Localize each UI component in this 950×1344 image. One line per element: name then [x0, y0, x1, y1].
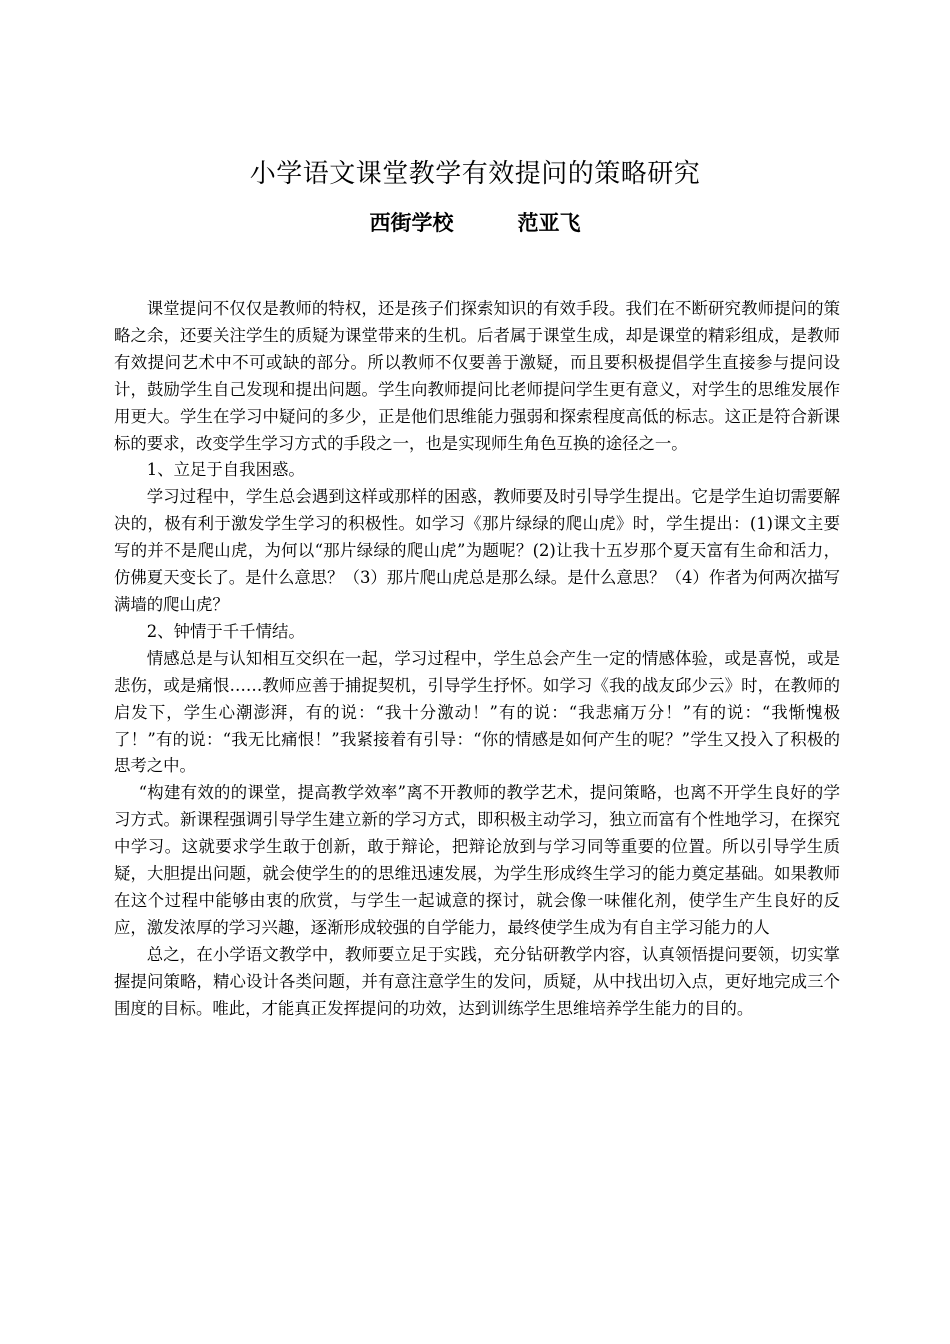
byline-author: 范亚飞: [517, 211, 581, 235]
paragraph-effective-classroom: “构建有效的的课堂，提高教学效率”离不开教师的教学艺术，提问策略，也离不开学生良好的学习方式。新课程强调引导学生建立新的学习方式，即积极主动学习，独立而富有个性地学习，在探究中学习。这就要求学生敢于创新，敢于辩论，把辩论放到与学习同等重要的位置。所以引导学生质疑，大胆提出问题，就会使学生的的思维迅速发展，为学生形成终生学习的能力奠定基础。如果教师在这个过程中能够由衷的欣赏，与学生一起诚意的探讨，就会像一味催化剂，使学生产生良好的反应，激发浓厚的学习兴趣，逐渐形成较强的自学能力，最终使学生成为有自主学习能力的人: [114, 783, 840, 937]
document-body: [114, 296, 840, 1022]
section-heading-1: 1、立足于自我困惑。: [146, 460, 305, 480]
section-heading-2: 2、钟情于千千情结。: [146, 621, 305, 641]
paragraph-conclusion: 总之，在小学语文教学中，教师要立足于实践，充分钻研教学内容，认真领悟提问要领，切实掌握提问策略，精心设计各类问题，并有意注意学生的发问，质疑，从中找出切入点，更好地完成三个围度的目标。唯此，才能真正发挥提问的功效，达到训练学生思维培养学生能力的目的。: [114, 944, 840, 1018]
paragraph-intro: 课堂提问不仅仅是教师的特权，还是孩子们探索知识的有效手段。我们在不断研究教师提问的策略之余，还要关注学生的质疑为课堂带来的生机。后者属于课堂生成，却是课堂的精彩组成，是教师有效提问艺术中不可或缺的部分。所以教师不仅要善于激疑，而且要积极提倡学生直接参与提问设计，鼓励学生自己发现和提出问题。学生向教师提问比老师提问学生更有意义，对学生的思维发展作用更大。学生在学习中疑问的多少，正是他们思维能力强弱和探索程度高低的标志。这正是符合新课标的要求，改变学生学习方式的手段之一，也是实现师生角色互换的途径之一。: [114, 299, 840, 453]
paragraph-section-2: 情感总是与认知相互交织在一起，学习过程中，学生总会产生一定的情感体验，或是喜悦，或是悲伤，或是痛恨……教师应善于捕捉契机，引导学生抒怀。如学习《我的战友邱少云》时，在教师的启发下，学生心潮澎湃，有的说：“我十分激动！”有的说：“我悲痛万分！”有的说：“我惭愧极了！”有的说：“我无比痛恨！”我紧接着有引导：“你的情感是如何产生的呢？”学生又投入了积极的思考之中。: [114, 648, 840, 776]
document-title: 小学语文课堂教学有效提问的策略研究: [249, 159, 701, 189]
byline-school: 西街学校: [369, 211, 454, 235]
paragraph-section-1: 学习过程中，学生总会遇到这样或那样的困惑，教师要及时引导学生提出。它是学生迫切需要解决的，极有利于激发学生学习的积极性。如学习《那片绿绿的爬山虎》时，学生提出：(1)课文主要写的并不是爬山虎，为何以“那片绿绿的爬山虎”为题呢？(2)让我十五岁那个夏天富有生命和活力，仿佛夏天变长了。是什么意思？（3）那片爬山虎总是那么绿。是什么意思？（4）作者为何两次描写满墙的爬山虎？: [114, 487, 840, 614]
byline: [0, 207, 950, 239]
